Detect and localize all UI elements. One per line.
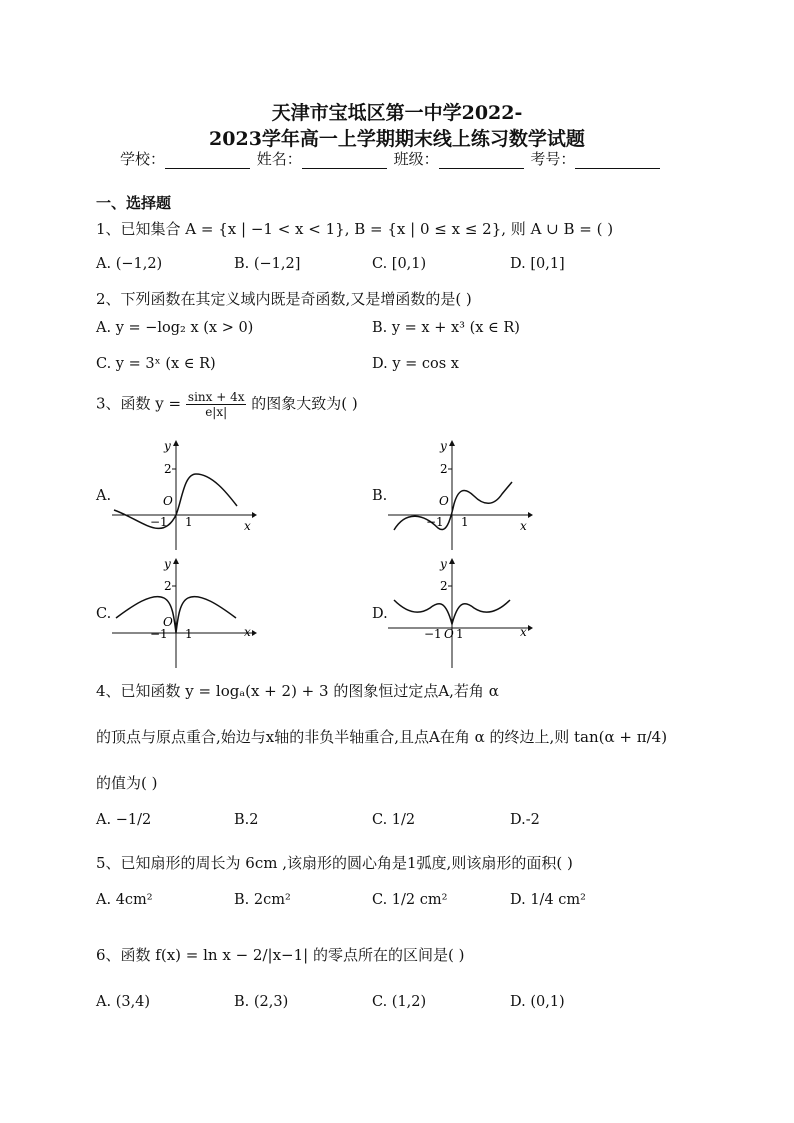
question-1-stem: 1、已知集合 A = {x | −1 < x < 1}, B = {x | 0 ≤ x ≤ 2}, 则 A ∪ B = ( ) — [96, 220, 614, 238]
q3-option-b: B. — [372, 488, 388, 504]
graph-b-2-label: 2 — [440, 462, 448, 476]
graph-d-y-label: y — [440, 557, 447, 571]
graph-c — [112, 556, 257, 668]
q2-option-b: B. y = x + x³ (x ∈ R) — [372, 320, 520, 336]
graph-b-origin-label: O — [439, 494, 449, 508]
q5-option-d: D. 1/4 cm² — [510, 892, 586, 908]
q2-option-a: A. y = −log₂ x (x > 0) — [96, 320, 254, 336]
graph-a-y-arrow — [173, 440, 179, 446]
question-6-stem: 6、函数 f(x) = ln x − 2/|x−1| 的零点所在的区间是( ) — [96, 946, 465, 964]
graph-d — [388, 556, 533, 668]
q3-fraction-num: sinx + 4x — [187, 390, 245, 404]
graph-d-x-label: x — [520, 625, 527, 639]
number-blank[interactable] — [575, 154, 660, 169]
q5-option-c: C. 1/2 cm² — [372, 892, 448, 908]
question-5-stem: 5、已知扇形的周长为 6cm ,该扇形的圆心角是1弧度,则该扇形的面积( ) — [96, 854, 573, 872]
name-blank[interactable] — [302, 154, 387, 169]
question-4-line1: 4、已知函数 y = logₐ(x + 2) + 3 的图象恒过定点A,若角 α — [96, 682, 499, 700]
graph-b-y-arrow — [449, 440, 455, 446]
q3-fraction-den: e|x| — [205, 405, 228, 419]
q4-option-c: C. 1/2 — [372, 812, 416, 828]
graph-a-origin-label: O — [163, 494, 173, 508]
q2-option-d: D. y = cos x — [372, 356, 459, 372]
graph-b-neg1-label: −1 — [426, 515, 444, 529]
graph-a-x-arrow — [252, 512, 257, 518]
q6-option-b: B. (2,3) — [234, 994, 289, 1010]
graph-a-1-label: 1 — [185, 515, 193, 529]
q6-option-d: D. (0,1) — [510, 994, 565, 1010]
section-heading: 一、选择题 — [96, 194, 172, 212]
name-label: 姓名： — [256, 150, 302, 168]
doc-title-line1: 天津市宝坻区第一中学2022- — [271, 102, 523, 124]
q3-option-c: C. — [96, 606, 112, 622]
graph-c-y-arrow — [173, 558, 179, 564]
q3-fraction — [186, 390, 247, 419]
graph-a-neg1-label: −1 — [150, 515, 168, 529]
q1-option-c: C. [0,1) — [372, 256, 427, 272]
graph-b — [388, 438, 533, 550]
class-label: 班级： — [393, 150, 439, 168]
question-2-stem: 2、下列函数在其定义域内既是奇函数,又是增函数的是( ) — [96, 290, 472, 308]
graph-a-2-label: 2 — [164, 462, 172, 476]
graph-c-2-label: 2 — [164, 579, 172, 593]
class-blank[interactable] — [439, 154, 524, 169]
student-info-line — [120, 148, 662, 169]
school-blank[interactable] — [165, 154, 250, 169]
graph-b-curve — [394, 482, 512, 530]
q4-option-d: D.-2 — [510, 812, 540, 828]
q2-option-c: C. y = 3ˣ (x ∈ R) — [96, 356, 216, 372]
q1-option-d: D. [0,1] — [510, 256, 565, 272]
graph-c-x-label: x — [244, 625, 251, 639]
graph-c-origin-label: O — [163, 615, 173, 629]
graph-c-y-label: y — [164, 557, 171, 571]
school-label: 学校： — [120, 150, 166, 168]
q5-option-b: B. 2cm² — [234, 892, 291, 908]
q6-option-a: A. (3,4) — [96, 994, 151, 1010]
q3-stem-post: 的图象大致为( ) — [251, 394, 358, 413]
question-4-line3: 的值为( ) — [96, 774, 158, 792]
graph-d-neg1-label: −1 — [424, 627, 442, 641]
graph-d-2-label: 2 — [440, 579, 448, 593]
graph-d-x-arrow — [528, 625, 533, 631]
q3-stem-pre: 3、函数 y = — [96, 394, 182, 413]
graph-b-y-label: y — [440, 439, 447, 453]
number-label: 考号： — [530, 150, 576, 168]
q1-option-a: A. (−1,2) — [96, 256, 163, 272]
graph-d-origin-label: O — [444, 627, 454, 641]
q5-option-a: A. 4cm² — [96, 892, 153, 908]
q4-option-a: A. −1/2 — [96, 812, 152, 828]
graph-a — [112, 438, 257, 550]
question-4-line2: 的顶点与原点重合,始边与x轴的非负半轴重合,且点A在角 α 的终边上,则 tan(α + π/4) — [96, 728, 668, 746]
q3-option-a: A. — [96, 488, 112, 504]
graph-c-1-label: 1 — [185, 627, 193, 641]
graph-c-x-arrow — [252, 630, 257, 636]
graph-a-y-label: y — [164, 439, 171, 453]
graph-a-x-label: x — [244, 519, 251, 533]
graph-b-1-label: 1 — [461, 515, 469, 529]
q1-option-b: B. (−1,2] — [234, 256, 301, 272]
graph-d-y-arrow — [449, 558, 455, 564]
doc-title-line2: 2023学年高一上学期期末线上练习数学试题 — [209, 128, 585, 150]
graph-b-x-arrow — [528, 512, 533, 518]
q4-option-b: B.2 — [234, 812, 259, 828]
graph-d-1-label: 1 — [456, 627, 464, 641]
graph-b-x-label: x — [520, 519, 527, 533]
graph-c-neg1-label: −1 — [150, 627, 168, 641]
q6-option-c: C. (1,2) — [372, 994, 427, 1010]
question-3-stem — [96, 390, 358, 419]
q3-option-d: D. — [372, 606, 388, 622]
